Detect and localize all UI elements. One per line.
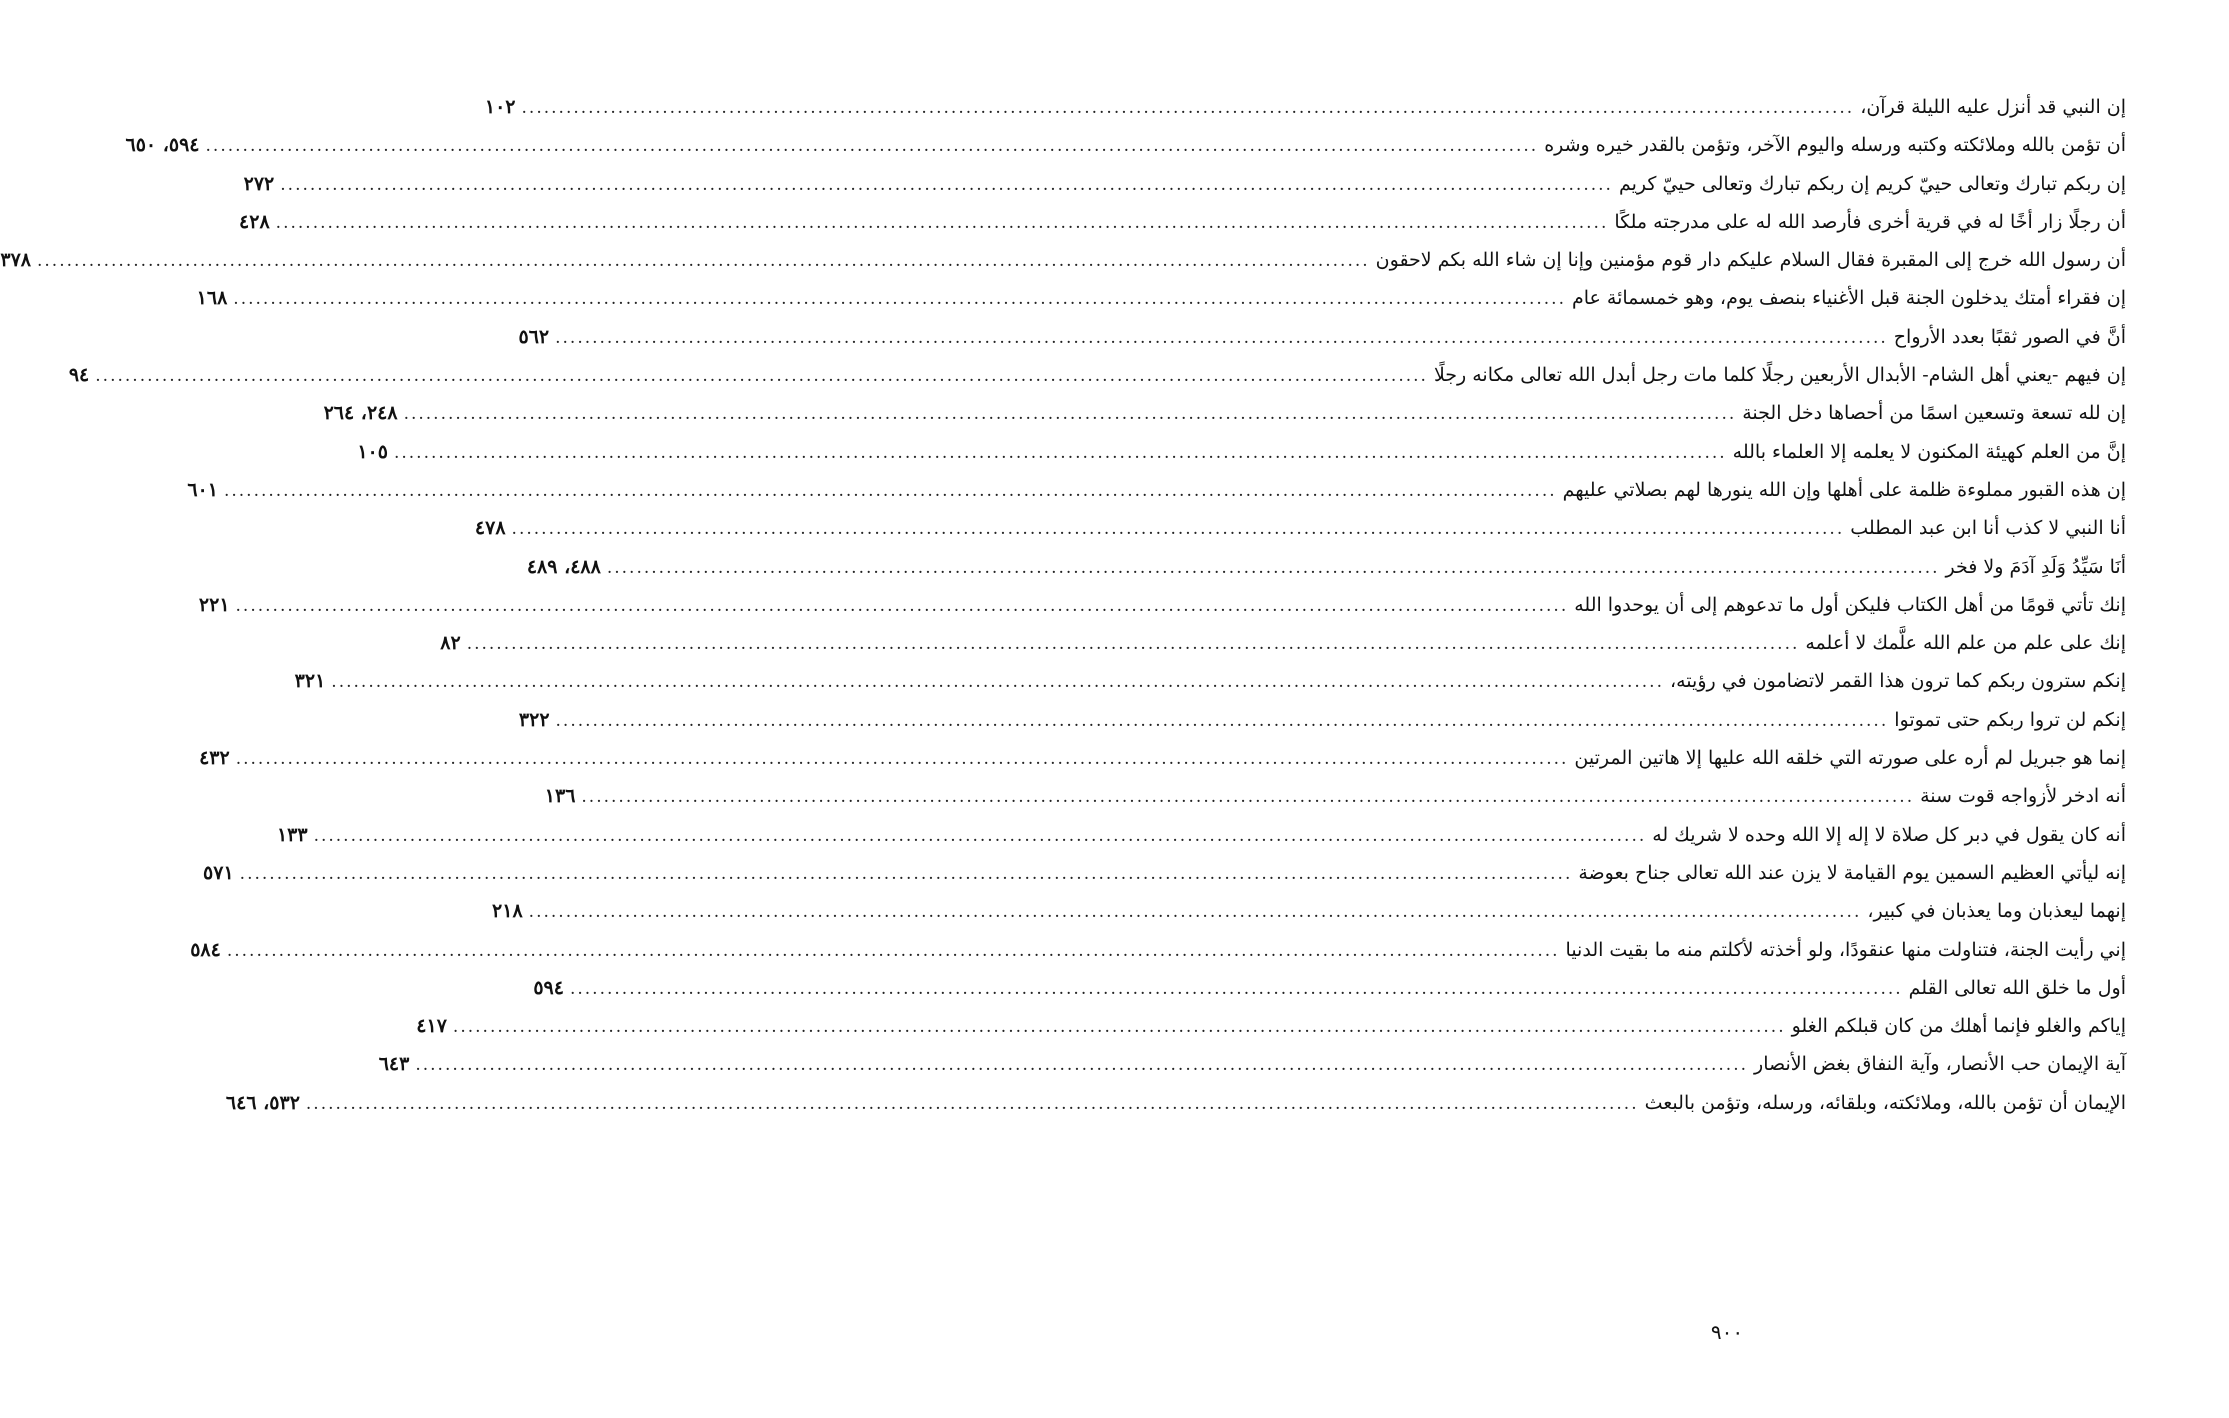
leader-dots	[325, 663, 1670, 701]
entry-page-refs: ٥٩٤، ٦٥٠	[125, 134, 200, 157]
entry-page-refs: ٣٧٨	[0, 249, 31, 272]
entry-page-refs: ٤٨٨، ٤٨٩	[526, 555, 601, 578]
entry-page-refs: ٦٠١	[187, 478, 218, 501]
entry-text: إني رأيت الجنة، فتناولت منها عنقودًا، ولو أخذته لأكلتم منه ما بقيت الدنيا	[1565, 938, 2126, 961]
leader-dots	[308, 817, 1653, 855]
leader-dots	[506, 510, 1851, 548]
entry-text: إنكم لن تروا ربكم حتى تموتوا	[1894, 708, 2126, 731]
entry-page-refs: ٤٢٨	[239, 210, 270, 233]
entry-text: إنك تأتي قومًا من أهل الكتاب فليكن أول ما تدعوهم إلى أن يوحدوا الله	[1574, 593, 2126, 616]
leader-dots	[230, 740, 1575, 778]
index-entry	[276, 816, 2126, 854]
index-entry	[518, 701, 2126, 739]
leader-dots	[89, 357, 1434, 395]
leader-dots	[398, 395, 1743, 433]
entry-page-refs: ٣٢١	[294, 670, 326, 693]
index-entry	[518, 318, 2126, 356]
index-entry	[239, 203, 2126, 241]
entry-page-refs: ١٦٨	[196, 287, 228, 310]
index-entry	[416, 1007, 2126, 1045]
leader-dots	[516, 89, 1861, 127]
entry-text: إن فقراء أمتك يدخلون الجنة قبل الأغنياء بنصف يوم، وهو خمسمائة عام	[1571, 287, 2126, 310]
entry-page-refs: ٦٤٣	[378, 1053, 410, 1076]
index-entry	[484, 88, 2126, 126]
entry-page-refs: ٥٣٢، ٦٤٦	[225, 1091, 300, 1114]
leader-dots	[549, 319, 1894, 357]
index-entry	[68, 356, 2126, 394]
index-entry	[187, 471, 2126, 509]
entry-text: آية الإيمان حب الأنصار، وآية النفاق بغض الأنصار	[1754, 1053, 2126, 1076]
leader-dots	[221, 932, 1566, 970]
hadith-index-list	[0, 88, 2126, 1122]
index-entry	[0, 241, 2126, 279]
entry-page-refs: ١٠٢	[484, 96, 516, 118]
leader-dots	[200, 127, 1545, 165]
leader-dots	[300, 1085, 1645, 1123]
index-entry	[196, 279, 2126, 317]
entry-text: أن تؤمن بالله وملائكته وكتبه ورسله واليوم الآخر، وتؤمن بالقدر خيره وشره	[1544, 134, 2126, 157]
entry-page-refs: ٣٢٢	[518, 708, 550, 731]
entry-page-refs: ١٣٣	[276, 823, 308, 846]
entry-page-refs: ٥٩٤	[533, 976, 564, 999]
entry-text: إياكم والغلو فإنما أهلك من كان قبلكم الغلو	[1791, 1015, 2126, 1038]
entry-page-refs: ٨٢	[440, 632, 461, 655]
index-entry	[474, 509, 2126, 547]
entry-text: أول ما خلق الله تعالى القلم	[1908, 976, 2126, 999]
entry-page-refs: ١٠٥	[357, 440, 388, 463]
entry-text: أنَّ في الصور ثقبًا بعدد الأرواح	[1893, 325, 2126, 348]
index-entry	[378, 1045, 2126, 1083]
entry-page-refs: ١٣٦	[544, 785, 576, 808]
index-entry	[440, 624, 2126, 662]
entry-page-refs: ٥٨٤	[190, 938, 221, 961]
index-entry	[225, 1084, 2126, 1122]
entry-text: الإيمان أن تؤمن بالله، وملائكته، وبلقائه، ورسله، وتؤمن بالبعث	[1644, 1091, 2126, 1114]
entry-text: إنهما ليعذبان وما يعذبان في كبير،	[1867, 900, 2126, 923]
leader-dots	[218, 472, 1563, 510]
entry-page-refs: ٤٧٨	[474, 517, 506, 540]
leader-dots	[409, 1046, 1754, 1084]
leader-dots	[230, 587, 1575, 625]
entry-text: أن رجلًا زار أخًا له في قرية أخرى فأرصد الله له على مدرجته ملكًا	[1614, 210, 2126, 233]
index-entry	[294, 662, 2126, 700]
leader-dots	[601, 549, 1946, 587]
index-entry	[243, 165, 2126, 203]
entry-text: إنَّ من العلم كهيئة المكنون لا يعلمه إلا العلماء بالله	[1732, 440, 2126, 463]
index-entry	[190, 931, 2126, 969]
entry-page-refs: ٢٧٢	[243, 172, 275, 195]
entry-page-refs: ٢٢١	[198, 593, 230, 616]
leader-dots	[227, 280, 1572, 318]
entry-page-refs: ٤٣٢	[199, 747, 230, 770]
entry-page-refs: ٩٤	[68, 364, 90, 387]
leader-dots	[461, 625, 1806, 663]
leader-dots	[575, 778, 1920, 816]
entry-text: إنما هو جبريل لم أره على صورته التي خلقه الله عليها إلا هاتين المرتين	[1574, 747, 2126, 770]
leader-dots	[564, 970, 1909, 1008]
index-entry	[125, 126, 2126, 164]
index-entry	[544, 777, 2126, 815]
leader-dots	[447, 1008, 1792, 1046]
entry-text: إن النبي قد أنزل عليه الليلة قرآن،	[1860, 96, 2126, 118]
entry-page-refs: ٥٧١	[203, 861, 234, 884]
index-entry	[203, 854, 2126, 892]
entry-text: إنكم سترون ربكم كما ترون هذا القمر لاتضامون في رؤيته،	[1669, 670, 2126, 693]
index-entry	[526, 548, 2126, 586]
index-entry	[323, 394, 2126, 432]
entry-text: إن هذه القبور مملوءة ظلمة على أهلها وإن الله ينورها لهم بصلاتي عليهم	[1562, 478, 2126, 501]
entry-page-refs: ٢١٨	[492, 900, 523, 923]
entry-text: إن لله تسعة وتسعين اسمًا من أحصاها دخل الجنة	[1742, 402, 2126, 425]
leader-dots	[388, 434, 1733, 472]
entry-text: أنه كان يقول في دبر كل صلاة لا إله إلا الله وحده لا شريك له	[1652, 823, 2126, 846]
leader-dots	[523, 893, 1868, 931]
index-entry	[533, 969, 2126, 1007]
entry-page-refs: ٥٦٢	[518, 325, 550, 348]
leader-dots	[234, 855, 1579, 893]
entry-text: أن رسول الله خرج إلى المقبرة فقال السلام عليكم دار قوم مؤمنين وإنا إن شاء الله بكم لاحقون	[1375, 249, 2126, 272]
entry-text: أنا النبي لا كذب أنا ابن عبد المطلب	[1850, 517, 2126, 540]
entry-text: إنه ليأتي العظيم السمين يوم القيامة لا يزن عند الله تعالى جناح بعوضة	[1578, 861, 2126, 884]
leader-dots	[31, 242, 1376, 280]
index-entry	[199, 739, 2126, 777]
leader-dots	[550, 702, 1895, 740]
leader-dots	[270, 204, 1615, 242]
entry-text: إن ربكم تبارك وتعالى حييّ كريم إن ربكم تبارك وتعالى حييّ كريم	[1618, 172, 2126, 195]
entry-page-refs: ٢٤٨، ٢٦٤	[323, 402, 398, 425]
entry-page-refs: ٤١٧	[416, 1015, 447, 1038]
index-entry	[198, 586, 2126, 624]
page-number: ٩٠٠	[1710, 1320, 1744, 1344]
index-entry	[492, 892, 2126, 930]
entry-text: إن فيهم -يعني أهل الشام- الأبدال الأربعين رجلًا كلما مات رجل أبدل الله تعالى مكانه رجلًا	[1433, 364, 2126, 387]
entry-text: أنه ادخر لأزواجه قوت سنة	[1920, 785, 2126, 808]
index-entry	[357, 433, 2126, 471]
entry-text: أنَا سَيِّدُ وَلَدِ آدَمَ ولا فخر	[1945, 555, 2126, 578]
leader-dots	[274, 166, 1619, 204]
entry-text: إنك على علم من علم الله علَّمك لا أعلمه	[1805, 632, 2126, 655]
